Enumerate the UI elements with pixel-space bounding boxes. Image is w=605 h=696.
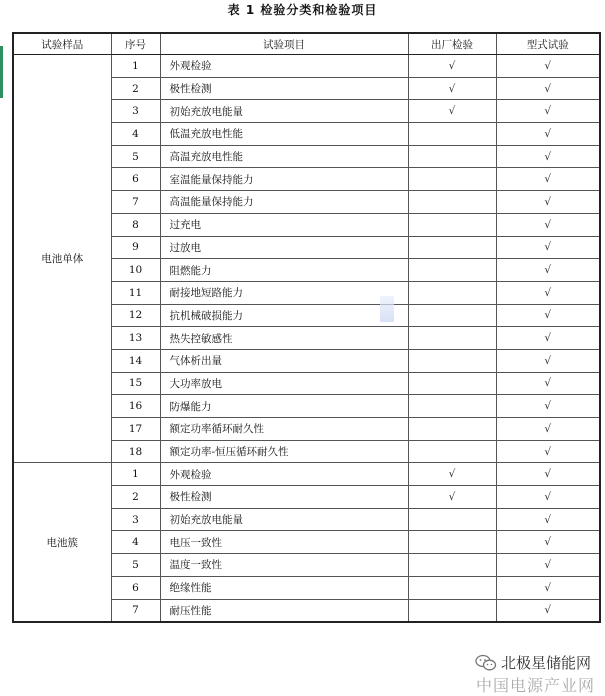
row-number-cell: 14 [111, 349, 160, 372]
test-item-cell: 阻燃能力 [160, 259, 408, 282]
table-title: 表 1 检验分类和检验项目 [227, 3, 378, 17]
factory-check-cell [408, 576, 496, 599]
type-check-cell: √ [496, 599, 600, 622]
test-item-cell: 额定功率循环耐久性 [160, 418, 408, 441]
header-number: 序号 [111, 33, 160, 55]
row-number-cell: 1 [111, 463, 160, 486]
type-check-cell: √ [496, 100, 600, 123]
factory-check-cell: √ [408, 77, 496, 100]
test-item-cell: 额定功率-恒压循环耐久性 [160, 440, 408, 463]
type-check-cell: √ [496, 304, 600, 327]
row-number-cell: 3 [111, 508, 160, 531]
type-check-cell: √ [496, 440, 600, 463]
test-item-cell: 低温充放电性能 [160, 123, 408, 146]
header-sample: 试验样品 [13, 33, 111, 55]
test-item-cell: 热失控敏感性 [160, 327, 408, 350]
brand-name: 北极星储能网 [500, 654, 591, 672]
factory-check-cell [408, 236, 496, 259]
row-number-cell: 12 [111, 304, 160, 327]
table-row [13, 55, 600, 78]
row-number-cell: 4 [111, 123, 160, 146]
test-item-cell: 高温充放电性能 [160, 145, 408, 168]
type-check-cell: √ [496, 349, 600, 372]
factory-check-cell: √ [408, 100, 496, 123]
row-number-cell: 13 [111, 327, 160, 350]
row-number-cell: 7 [111, 599, 160, 622]
test-item-cell: 温度一致性 [160, 554, 408, 577]
header-row [13, 33, 600, 55]
row-number-cell: 4 [111, 531, 160, 554]
type-check-cell: √ [496, 236, 600, 259]
test-item-cell: 高温能量保持能力 [160, 191, 408, 214]
row-number-cell: 3 [111, 100, 160, 123]
type-check-cell: √ [496, 372, 600, 395]
row-number-cell: 2 [111, 77, 160, 100]
row-number-cell: 16 [111, 395, 160, 418]
factory-check-cell: √ [408, 486, 496, 509]
factory-check-cell [408, 259, 496, 282]
left-edge-accent [0, 46, 3, 98]
row-number-cell: 8 [111, 213, 160, 236]
row-number-cell: 17 [111, 418, 160, 441]
factory-check-cell [408, 123, 496, 146]
test-item-cell: 气体析出量 [160, 349, 408, 372]
type-check-cell: √ [496, 554, 600, 577]
row-number-cell: 1 [111, 55, 160, 78]
header-factory-inspection: 出厂检验 [408, 33, 496, 55]
factory-check-cell [408, 191, 496, 214]
sample-group-cell: 电池单体 [13, 55, 111, 463]
factory-check-cell [408, 327, 496, 350]
watermark-mark [380, 296, 394, 322]
row-number-cell: 6 [111, 576, 160, 599]
row-number-cell: 5 [111, 554, 160, 577]
factory-check-cell [408, 304, 496, 327]
factory-check-cell [408, 395, 496, 418]
sample-group-cell: 电池簇 [13, 463, 111, 622]
test-item-cell: 电压一致性 [160, 531, 408, 554]
header-type-test: 型式试验 [496, 33, 600, 55]
header-test-item: 试验项目 [160, 33, 408, 55]
row-number-cell: 6 [111, 168, 160, 191]
test-item-cell: 极性检测 [160, 77, 408, 100]
factory-check-cell [408, 168, 496, 191]
test-item-cell: 过放电 [160, 236, 408, 259]
type-check-cell: √ [496, 168, 600, 191]
type-check-cell: √ [496, 123, 600, 146]
test-item-cell: 绝缘性能 [160, 576, 408, 599]
test-item-cell: 耐接地短路能力 [160, 281, 408, 304]
type-check-cell: √ [496, 327, 600, 350]
test-item-cell: 室温能量保持能力 [160, 168, 408, 191]
test-item-cell: 抗机械破损能力 [160, 304, 408, 327]
test-item-cell: 过充电 [160, 213, 408, 236]
row-number-cell: 7 [111, 191, 160, 214]
test-item-cell: 极性检测 [160, 486, 408, 509]
wechat-icon [475, 654, 497, 672]
type-check-cell: √ [496, 191, 600, 214]
factory-check-cell [408, 508, 496, 531]
type-check-cell: √ [496, 486, 600, 509]
factory-check-cell [408, 418, 496, 441]
factory-check-cell [408, 531, 496, 554]
site-watermark: 中国电源产业网 [475, 676, 595, 695]
table-body [13, 55, 600, 623]
row-number-cell: 15 [111, 372, 160, 395]
row-number-cell: 2 [111, 486, 160, 509]
factory-check-cell [408, 599, 496, 622]
test-item-cell: 初始充放电能量 [160, 100, 408, 123]
factory-check-cell: √ [408, 55, 496, 78]
row-number-cell: 9 [111, 236, 160, 259]
type-check-cell: √ [496, 213, 600, 236]
table-row [13, 463, 600, 486]
test-item-cell: 耐压性能 [160, 599, 408, 622]
test-item-cell: 外观检验 [160, 463, 408, 486]
factory-check-cell [408, 372, 496, 395]
test-item-cell: 防爆能力 [160, 395, 408, 418]
row-number-cell: 11 [111, 281, 160, 304]
type-check-cell: √ [496, 508, 600, 531]
type-check-cell: √ [496, 77, 600, 100]
type-check-cell: √ [496, 281, 600, 304]
row-number-cell: 5 [111, 145, 160, 168]
test-item-cell: 初始充放电能量 [160, 508, 408, 531]
type-check-cell: √ [496, 395, 600, 418]
row-number-cell: 10 [111, 259, 160, 282]
factory-check-cell [408, 349, 496, 372]
inspection-table [12, 32, 601, 623]
type-check-cell: √ [496, 145, 600, 168]
type-check-cell: √ [496, 531, 600, 554]
factory-check-cell [408, 440, 496, 463]
factory-check-cell [408, 554, 496, 577]
factory-check-cell [408, 213, 496, 236]
test-item-cell: 外观检验 [160, 55, 408, 78]
factory-check-cell [408, 281, 496, 304]
type-check-cell: √ [496, 576, 600, 599]
factory-check-cell: √ [408, 463, 496, 486]
footer-brand [475, 652, 591, 673]
test-item-cell: 大功率放电 [160, 372, 408, 395]
type-check-cell: √ [496, 463, 600, 486]
type-check-cell: √ [496, 259, 600, 282]
factory-check-cell [408, 145, 496, 168]
row-number-cell: 18 [111, 440, 160, 463]
type-check-cell: √ [496, 418, 600, 441]
type-check-cell: √ [496, 55, 600, 78]
